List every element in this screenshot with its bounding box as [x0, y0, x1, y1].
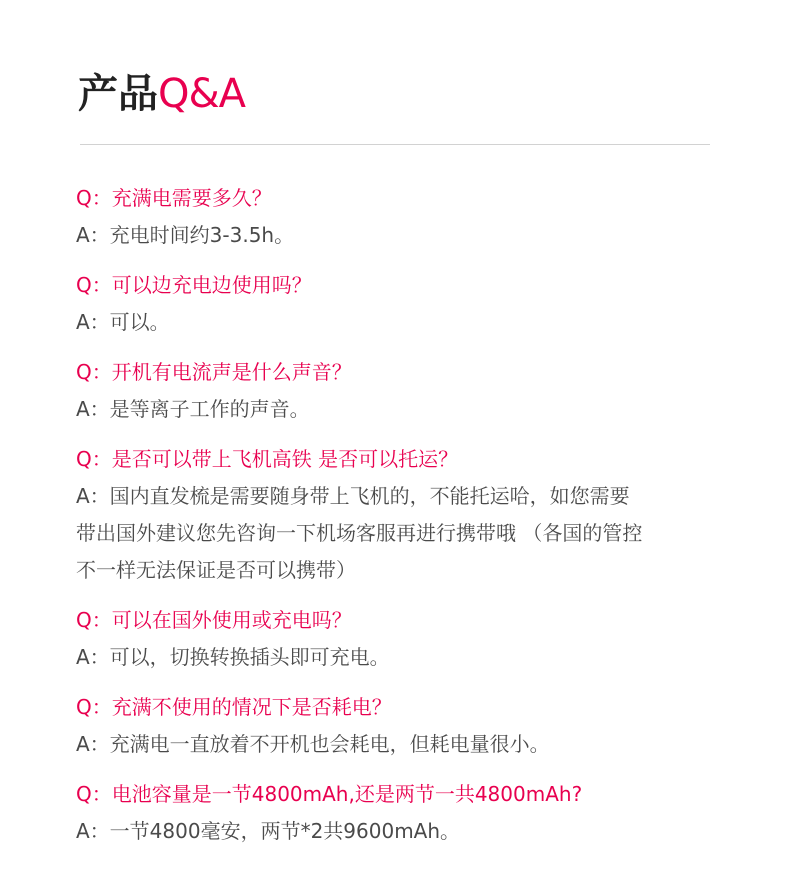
- faq-question: Q：开机有电流声是什么声音？: [76, 360, 352, 384]
- faq-question: Q：充满电需要多久？: [76, 186, 272, 210]
- faq-question: Q：可以边充电边使用吗？: [76, 273, 312, 297]
- title-divider: [80, 144, 710, 145]
- faq-answer: A：充满电一直放着不开机也会耗电，但耗电量很小。: [76, 732, 550, 756]
- faq-item: [76, 267, 726, 341]
- faq-item: [76, 689, 726, 763]
- faq-item: [76, 441, 726, 589]
- faq-list: [76, 180, 726, 863]
- faq-item: [76, 776, 726, 850]
- faq-answer-line-3: 不一样无法保证是否可以携带）: [76, 558, 356, 582]
- faq-question: Q：可以在国外使用或充电吗？: [76, 608, 352, 632]
- faq-answer: A：可以。: [76, 310, 170, 334]
- faq-item: [76, 354, 726, 428]
- faq-question: Q：电池容量是一节4800mAh,还是两节一共4800mAh?: [76, 782, 583, 806]
- faq-item: [76, 180, 726, 254]
- faq-question: Q：充满不使用的情况下是否耗电？: [76, 695, 392, 719]
- page-title: [78, 70, 245, 118]
- page-title-qa: Q&A: [158, 71, 246, 117]
- faq-item: [76, 602, 726, 676]
- faq-answer: A：是等离子工作的声音。: [76, 397, 310, 421]
- page-title-product: 产品: [78, 71, 158, 117]
- faq-answer-line-2: 带出国外建议您先咨询一下机场客服再进行携带哦 （各国的管控: [76, 521, 643, 545]
- faq-answer: A：充电时间约3-3.5h。: [76, 223, 295, 247]
- faq-question: Q：是否可以带上飞机高铁 是否可以托运？: [76, 447, 459, 471]
- faq-answer: A：可以，切换转换插头即可充电。: [76, 645, 390, 669]
- faq-answer: A：一节4800毫安，两节*2共9600mAh。: [76, 819, 461, 843]
- faq-answer-line-1: A：国内直发梳是需要随身带上飞机的，不能托运哈，如您需要: [76, 484, 630, 508]
